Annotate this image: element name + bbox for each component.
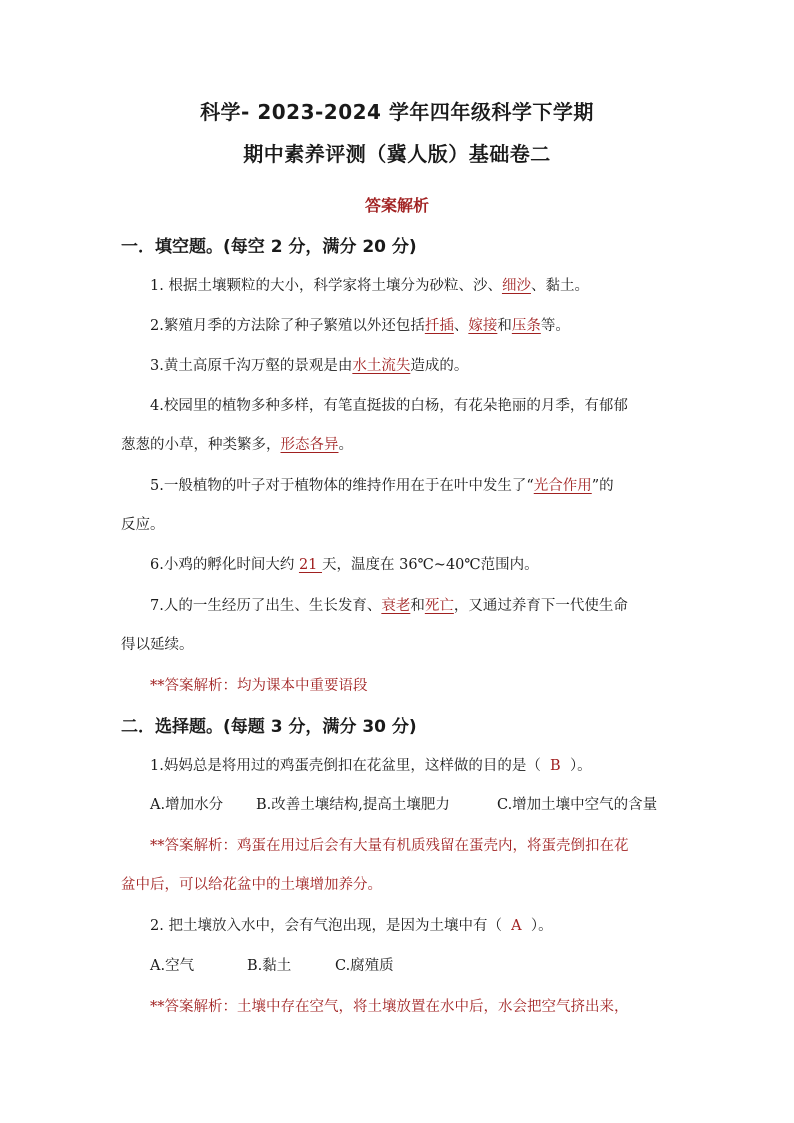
answer-blank: 光合作用 [533, 478, 592, 494]
question-text: 葱葱的小草，种类繁多， [121, 437, 281, 453]
question-text: 2. 把土壤放入水中，会有气泡出现，是因为土壤中有（ [150, 918, 502, 934]
answer-blank: 21 [298, 557, 323, 573]
option-a: A.增加水分 [150, 797, 224, 813]
answer-blank: 扦插 [424, 318, 454, 334]
question-text: 1.妈妈总是将用过的鸡蛋壳倒扣在花盆里，这样做的目的是（ [150, 758, 541, 774]
section-2-heading: 二．选择题。(每题 3 分，满分 30 分) [121, 717, 417, 737]
option-b: B.黏土 [247, 958, 292, 974]
question-1-4-line-2 [121, 435, 353, 455]
question-text: 1. 根据土壤颗粒的大小，科学家将土壤分为砂粒、沙、 [150, 278, 502, 294]
question-text: 。 [338, 437, 353, 453]
answer-blank: 形态各异 [280, 437, 339, 453]
question-1-5-line-2: 反应。 [121, 517, 165, 533]
question-2-1-options [150, 795, 657, 815]
question-2-2-options [150, 956, 394, 976]
question-text: ”的 [591, 478, 614, 494]
answer-blank: 细沙 [501, 278, 531, 294]
question-1-5-line-1 [150, 476, 614, 496]
question-text: 造成的。 [410, 358, 469, 374]
title-line-2: 期中素养评测（冀人版）基础卷二 [243, 142, 551, 166]
section-1-answer-note: **答案解析：均为课本中重要语段 [150, 678, 368, 694]
question-2-1-note-line-1: **答案解析：鸡蛋在用过后会有大量有机质残留在蛋壳内，将蛋壳倒扣在花 [150, 838, 629, 854]
question-text: 6.小鸡的孵化时间大约 [150, 557, 299, 573]
question-2-2-note-line-1: **答案解析：土壤中存在空气，将土壤放置在水中后，水会把空气挤出来， [150, 999, 629, 1015]
question-text: 3.黄土高原千沟万壑的景观是由 [150, 358, 353, 374]
question-text: 2.繁殖月季的方法除了种子繁殖以外还包括 [150, 318, 425, 334]
question-1-7-line-2: 得以延续。 [121, 637, 194, 653]
question-text: 、黏土。 [530, 278, 589, 294]
question-text: 、 [453, 318, 469, 334]
question-2-1-note-line-2: 盆中后，可以给花盆中的土壤增加养分。 [121, 877, 382, 893]
answer-blank: 压条 [511, 318, 541, 334]
question-2-2 [150, 916, 553, 936]
option-c: C.腐殖质 [335, 958, 394, 974]
answer-blank: 衰老 [381, 598, 411, 614]
question-1-3 [150, 356, 468, 376]
option-b: B.改善土壤结构,提高土壤肥力 [256, 797, 450, 813]
option-c: C.增加土壤中空气的含量 [497, 797, 658, 813]
answer-blank: 嫁接 [468, 318, 498, 334]
question-1-7-line-1 [150, 596, 628, 616]
answer-choice: A [501, 918, 531, 934]
section-1-heading: 一．填空题。(每空 2 分，满分 20 分) [121, 237, 417, 257]
question-1-2 [150, 316, 570, 336]
question-text: 天，温度在 36℃~40℃范围内。 [322, 557, 539, 573]
question-text: 等。 [540, 318, 570, 334]
question-1-6 [150, 555, 539, 575]
question-2-1 [150, 756, 592, 776]
question-text: 5.一般植物的叶子对于植物体的维持作用在于在叶中发生了“ [150, 478, 534, 494]
subtitle: 答案解析 [364, 196, 429, 215]
question-text: ）。 [530, 918, 553, 934]
answer-blank: 水土流失 [352, 358, 411, 374]
answer-choice: B [540, 758, 570, 774]
question-text: 和 [497, 318, 512, 334]
question-text: 和 [410, 598, 425, 614]
question-text: ，又通过养育下一代使生命 [453, 598, 628, 614]
question-text: ）。 [569, 758, 592, 774]
option-a: A.空气 [150, 958, 195, 974]
answer-blank: 死亡 [424, 598, 454, 614]
question-1-1 [150, 276, 589, 296]
question-text: 7.人的一生经历了出生、生长发育、 [150, 598, 382, 614]
question-1-4-line-1: 4.校园里的植物多种多样，有笔直挺拔的白杨，有花朵艳丽的月季，有郁郁 [150, 398, 628, 414]
title-line-1: 科学- 2023-2024 学年四年级科学下学期 [200, 100, 594, 124]
